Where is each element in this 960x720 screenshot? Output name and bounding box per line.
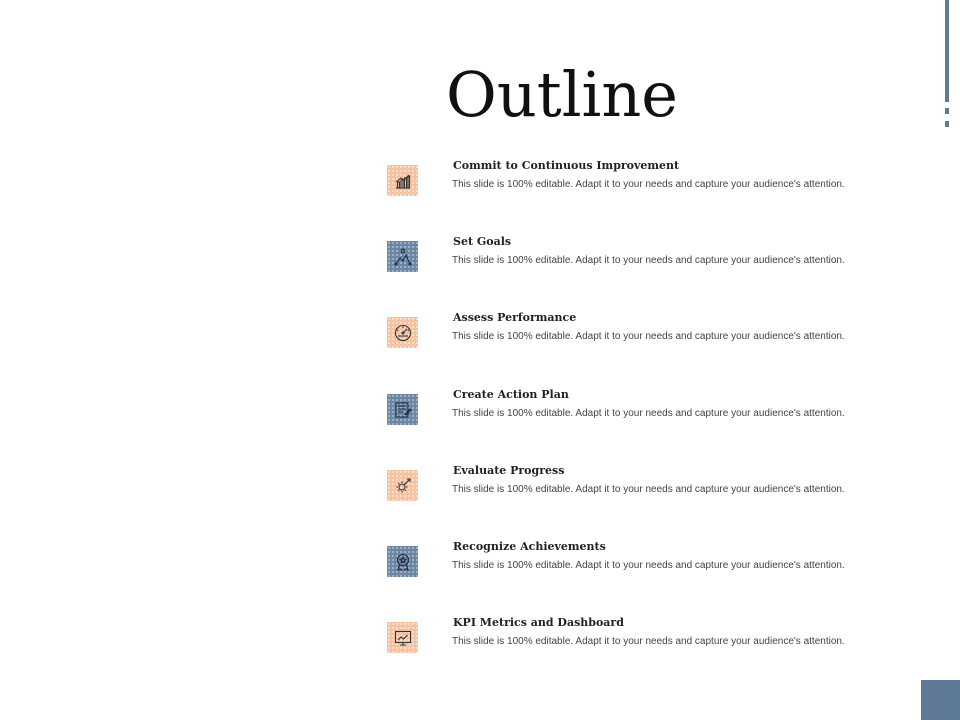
item-title: Set Goals: [453, 235, 512, 248]
list-item: [387, 388, 907, 454]
icon-tile: [387, 622, 418, 653]
item-title: KPI Metrics and Dashboard: [453, 616, 624, 629]
icon-tile: [387, 241, 418, 272]
list-item: [387, 311, 907, 377]
icon-tile: [387, 546, 418, 577]
item-description: This slide is 100% editable. Adapt it to your needs and capture your audience's attention.: [452, 255, 845, 266]
action-plan-icon: [393, 400, 413, 420]
dashboard-chart-icon: [393, 628, 413, 648]
item-description: This slide is 100% editable. Adapt it to your needs and capture your audience's attention.: [452, 560, 845, 571]
icon-tile: [387, 470, 418, 501]
icon-tile: [387, 165, 418, 196]
list-item: [387, 235, 907, 301]
item-description: This slide is 100% editable. Adapt it to your needs and capture your audience's attention.: [452, 331, 845, 342]
gear-growth-icon: [393, 476, 413, 496]
list-item: [387, 616, 907, 682]
item-description: This slide is 100% editable. Adapt it to your needs and capture your audience's attention.: [452, 484, 845, 495]
speedometer-icon: [393, 323, 413, 343]
award-badge-icon: [393, 552, 413, 572]
icon-tile: [387, 317, 418, 348]
item-title: Recognize Achievements: [453, 540, 606, 553]
goal-path-icon: [393, 247, 413, 267]
list-item: [387, 540, 907, 606]
icon-tile: [387, 394, 418, 425]
list-item: [387, 159, 907, 225]
item-description: This slide is 100% editable. Adapt it to your needs and capture your audience's attention.: [452, 636, 845, 647]
item-description: This slide is 100% editable. Adapt it to your needs and capture your audience's attention.: [452, 408, 845, 419]
item-title: Create Action Plan: [453, 388, 569, 401]
item-title: Assess Performance: [453, 311, 577, 324]
list-item: [387, 464, 907, 530]
item-title: Commit to Continuous Improvement: [453, 159, 680, 172]
bar-chart-icon: [393, 171, 413, 191]
item-title: Evaluate Progress: [453, 464, 565, 477]
item-description: This slide is 100% editable. Adapt it to your needs and capture your audience's attention.: [452, 179, 845, 190]
page-title: Outline: [446, 58, 678, 131]
